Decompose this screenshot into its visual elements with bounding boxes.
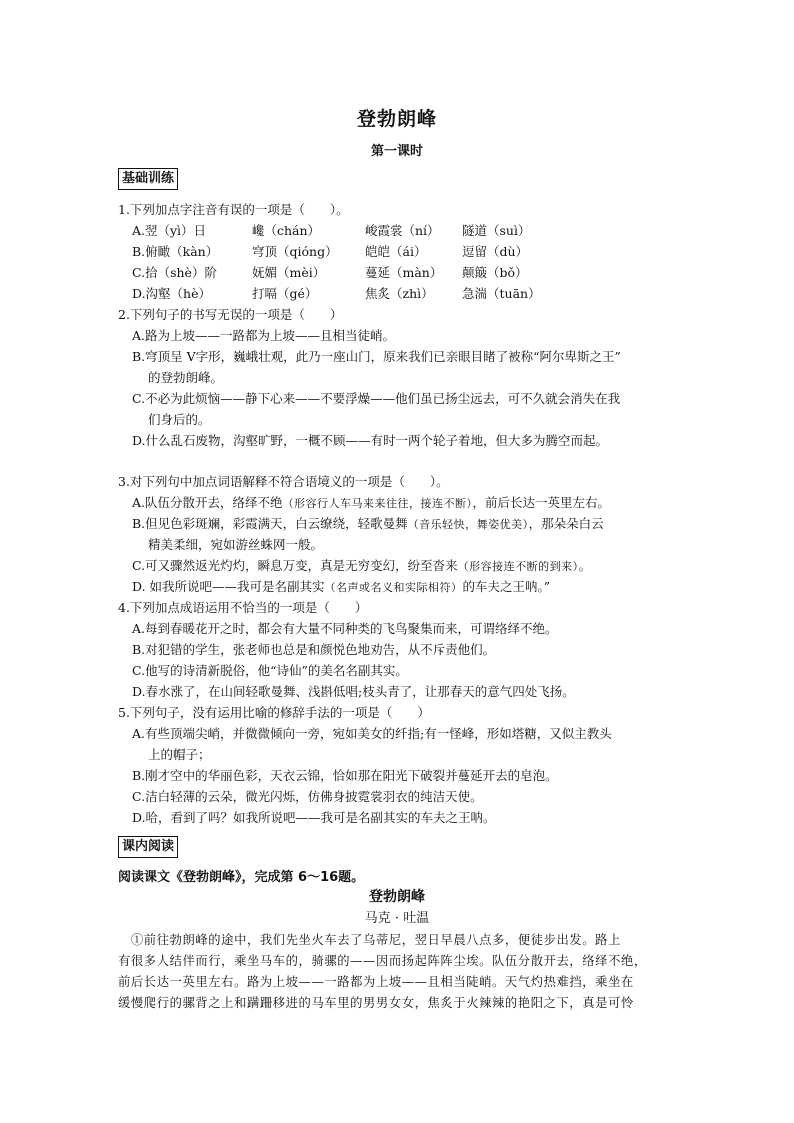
q4-stem: 4.下列加点成语运用不恰当的一项是（ ）	[118, 600, 368, 615]
q3-d-text: D. 如我所说吧——我可是名副其实	[132, 579, 325, 594]
q1-a-2: 巉（chán）	[252, 223, 321, 238]
article-title: 登勃朗峰	[369, 889, 425, 905]
q5-option-b: B.刚才空中的华丽色彩，天衣云锦，恰如那在阳光下破裂并蔓延开去的皂泡。	[132, 768, 558, 783]
q1-b-4: 逗留（dù）	[462, 244, 529, 259]
reading-instructions: 阅读课文《登勃朗峰》，完成第 6～16题。	[118, 870, 365, 885]
q3-option-a	[132, 494, 610, 513]
article-line-1: ①前往勃朗峰的途中，我们先坐火车去了乌蒂尼，翌日早晨八点多，便徒步出发。路上	[118, 933, 621, 947]
q3-c-note: （形容接连不断的到来）	[457, 560, 579, 573]
q3-a-text: A.队伍分散开去，络绎不绝	[132, 495, 283, 510]
q2-option-b: B.穹顶呈 V字形，巍峨壮观，此乃一座山门，原来我们已亲眼目睹了被称“阿尔卑斯之王”	[132, 349, 621, 364]
q3-b-tail: ，那朵朵白云	[528, 516, 604, 531]
q5-option-a-cont: 上的帽子；	[148, 747, 211, 762]
q5-option-c: C.洁白轻薄的云朵，微光闪烁，仿佛身披霓裳羽衣的纯洁天使。	[132, 789, 483, 804]
q1-a-4: 隧道（suì）	[462, 223, 531, 238]
q2-option-c-cont: 们身后的。	[148, 412, 211, 427]
q2-option-d: D.什么乱石废物，沟壑旷野，一概不顾——有时一两个轮子着地，但大多为腾空而起。	[132, 433, 609, 448]
q1-d-2: 打嗝（gé）	[252, 286, 318, 301]
q3-c-text: C.可又骤然返光灼灼，瞬息万变，真是无穷变幻，纷至沓来	[132, 558, 458, 573]
q2-option-a: A.路为上坡——一路都为上坡——且相当徒峭。	[132, 328, 396, 343]
q3-c-tail: 。	[578, 558, 592, 573]
q1-c-3: 蔓延（màn）	[365, 265, 443, 280]
q3-stem: 3.对下列句中加点词语解释不符合语境义的一项是（ ）。	[118, 474, 449, 489]
q5-stem: 5.下列句子，没有运用比喻的修辞手法的一项是（ ）	[118, 705, 430, 720]
q4-option-d: D.春水涨了，在山间轻歌曼舞、浅斟低唱;枝头青了，让那春天的意气四处飞扬。	[132, 684, 575, 699]
q1-c-4: 颠簸（bǒ）	[462, 265, 528, 280]
q1-d-1: D.沟壑（hè）	[132, 286, 211, 301]
q5-option-d: D.哈，看到了吗？如我所说吧——我可是名副其实的车夫之王呐。	[132, 810, 496, 825]
q1-d-4: 急湍（tuān）	[462, 286, 541, 301]
q1-c-2: 妩媚（mèi）	[252, 265, 326, 280]
q1-d-3: 焦炙（zhì）	[365, 286, 434, 301]
q4-option-b: B.对犯错的学生，张老师也总是和颜悦色地劝告，从不斥责他们。	[132, 642, 496, 657]
article-line-3: 前后长达一英里左右。路为上坡——一路都为上坡——且相当陡峭。天气灼热难挡，乘坐在	[118, 975, 634, 989]
q1-stem: 1.下列加点字注音有误的一项是（ ）。	[118, 202, 349, 217]
q1-c-1: C.拾（shè）阶	[132, 265, 217, 280]
q3-b-text: B.但见色彩斑斓，彩霞满天，白云缭绕，轻歌曼舞	[132, 516, 408, 531]
section-basic-training: 基础训练	[118, 168, 178, 190]
article-author: 马克 · 吐温	[364, 911, 430, 926]
q1-b-2: 穹顶（qióng）	[252, 244, 338, 259]
q4-option-a: A.每到春暖花开之时，都会有大量不同种类的飞鸟聚集而来，可谓络绎不绝。	[132, 621, 558, 636]
q2-option-b-cont: 的登勃朗峰。	[148, 370, 224, 385]
q5-option-a: A.有些顶端尖峭，并微微倾向一旁，宛如美女的纤指;有一怪峰，形如塔糖，又似主教头	[132, 726, 612, 741]
q3-d-tail: 的车夫之王呐。”	[462, 579, 551, 594]
q1-b-3: 皑皑（ái）	[365, 244, 427, 259]
q2-stem: 2.下列句子的书写无误的一项是（ ）	[118, 307, 343, 322]
q3-option-b	[132, 515, 604, 534]
document-title: 登勃朗峰	[356, 108, 437, 130]
q1-a-3: 峻霞裳（ní）	[365, 223, 440, 238]
q3-a-note: （形容行人车马来来往往，接连不断）	[282, 497, 473, 510]
q1-a-1: A.翌（yì）日	[132, 223, 207, 238]
article-line-4: 缓慢爬行的骡背之上和蹒跚移进的马车里的男男女女，焦炙于火辣辣的艳阳之下，真是可怜	[118, 996, 634, 1010]
q2-option-c: C.不必为此烦恼——静下心来——不要浮燥——他们虽已扬尘远去，可不久就会消失在我	[132, 391, 621, 406]
q3-b-note: （音乐轻快，舞姿优美）	[407, 518, 529, 531]
q3-a-tail: ，前后长达一英里左右。	[472, 495, 611, 510]
section-in-class-reading: 课内阅读	[118, 836, 178, 858]
article-line-2: 有很多人结伴而行，乘坐马车的，骑骡的——因而扬起阵阵尘埃。队伍分散开去，络绎不绝，	[118, 954, 647, 968]
q3-d-note: （名声或名义和实际相符）	[324, 581, 463, 594]
q3-option-c	[132, 557, 591, 576]
q3-option-b-cont: 精美柔细，宛如游丝蛛网一般。	[148, 537, 324, 552]
q4-option-c: C.他写的诗清新脱俗，他“诗仙”的美名名副其实。	[132, 663, 408, 678]
document-subtitle: 第一课时	[370, 144, 423, 159]
q1-b-1: B.俯瞰（kàn）	[132, 244, 219, 259]
q3-option-d	[132, 578, 550, 597]
